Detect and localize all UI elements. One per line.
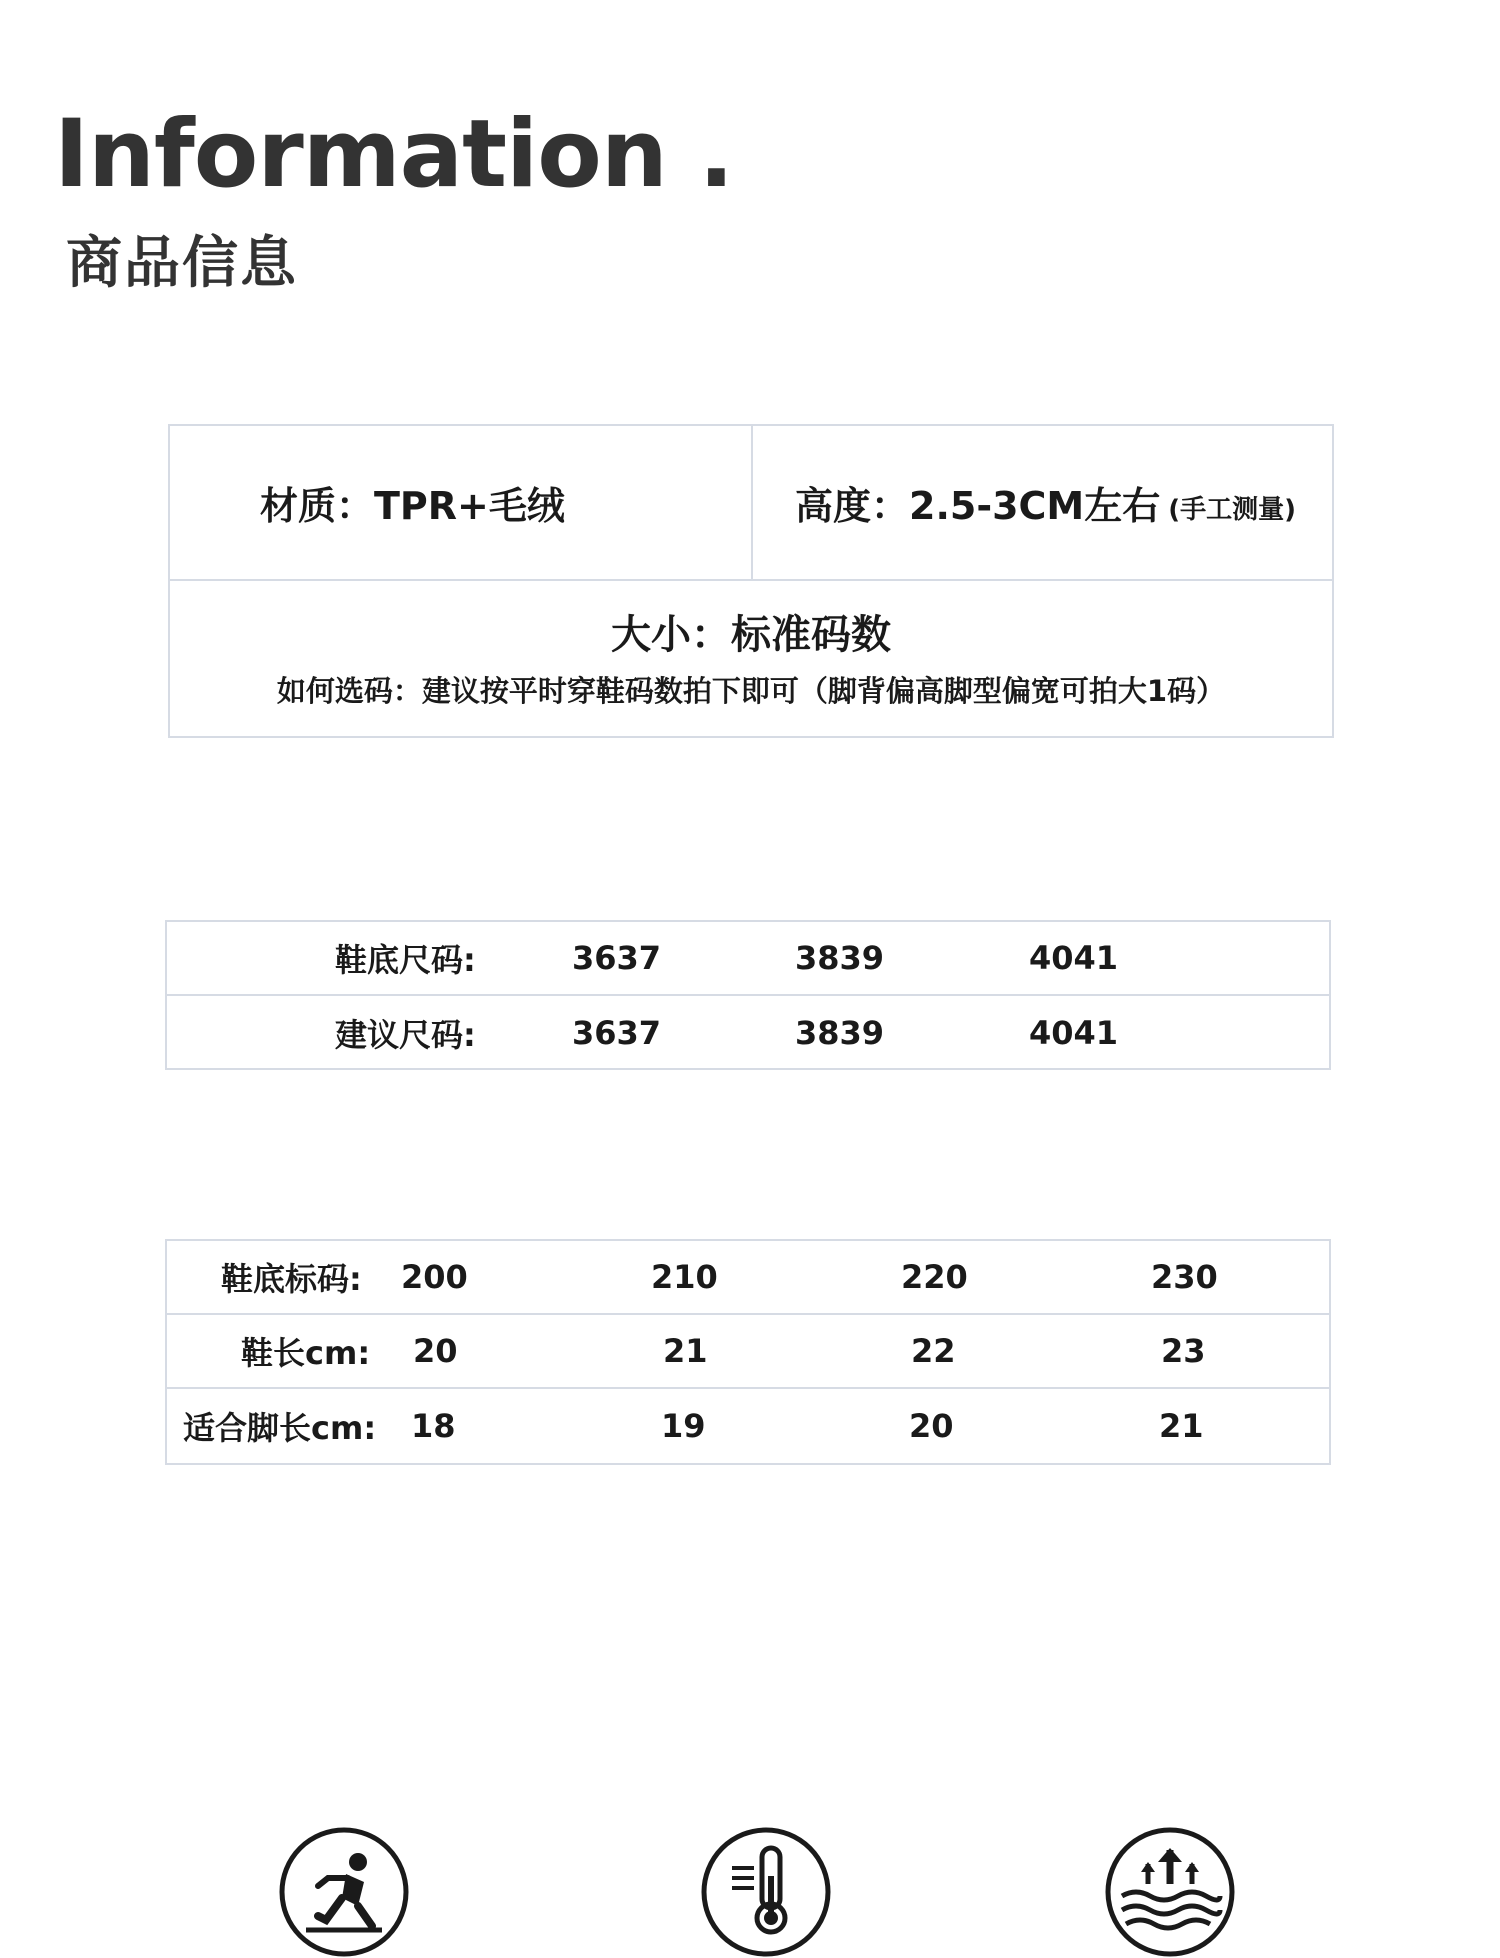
table-cell: 18 [411, 1407, 456, 1445]
table-row [167, 1241, 1329, 1315]
table-cell: 210 [651, 1258, 718, 1296]
table-row [167, 1315, 1329, 1389]
table-row [167, 1389, 1329, 1463]
table-cell: 3637 [572, 939, 662, 977]
table-cell: 230 [1151, 1258, 1218, 1296]
table-cell: 20 [413, 1332, 458, 1370]
table-cell: 3839 [795, 939, 885, 977]
table-cell: 4041 [1029, 939, 1119, 977]
table-cell: 3839 [795, 1014, 885, 1052]
table-cell: 200 [401, 1258, 468, 1296]
table-cell: 22 [911, 1332, 956, 1370]
table-cell: 19 [661, 1407, 706, 1445]
page-title-en: Information . [54, 100, 734, 209]
row-label: 适合脚长cm: [183, 1409, 377, 1447]
height-cell [753, 426, 1334, 579]
table-cell: 21 [663, 1332, 708, 1370]
row-label: 鞋底标码: [221, 1260, 362, 1298]
size-title: 大小：标准码数 [611, 612, 891, 658]
table-row [167, 996, 1329, 1070]
length-table [165, 1239, 1331, 1465]
table-cell: 23 [1161, 1332, 1206, 1370]
product-info-box [168, 424, 1334, 738]
row-label: 鞋底尺码: [335, 941, 476, 979]
feature-icons [0, 1826, 1500, 1920]
height-text: 高度：2.5-3CM左右 [795, 484, 1161, 528]
table-cell: 20 [909, 1407, 954, 1445]
page-title-zh: 商品信息 [66, 231, 298, 296]
table-row [167, 922, 1329, 996]
table-cell: 220 [901, 1258, 968, 1296]
thermometer-icon [700, 1826, 832, 1958]
table-cell: 3637 [572, 1014, 662, 1052]
size-tip: 如何选码：建议按平时穿鞋码数拍下即可（脚背偏高脚型偏宽可拍大1码） [276, 674, 1226, 708]
info-row-top [170, 426, 1332, 581]
table-cell: 21 [1159, 1407, 1204, 1445]
waterproof-icon [1104, 1826, 1236, 1958]
row-label: 鞋长cm: [241, 1334, 371, 1372]
row-label: 建议尺码: [335, 1016, 476, 1054]
size-info-row [170, 581, 1332, 736]
material-cell [170, 426, 753, 579]
height-note: (手工测量) [1168, 495, 1297, 525]
table-cell: 4041 [1029, 1014, 1119, 1052]
size-table [165, 920, 1331, 1070]
material-text: 材质：TPR+毛绒 [260, 484, 565, 528]
anti-slip-icon [278, 1826, 410, 1958]
